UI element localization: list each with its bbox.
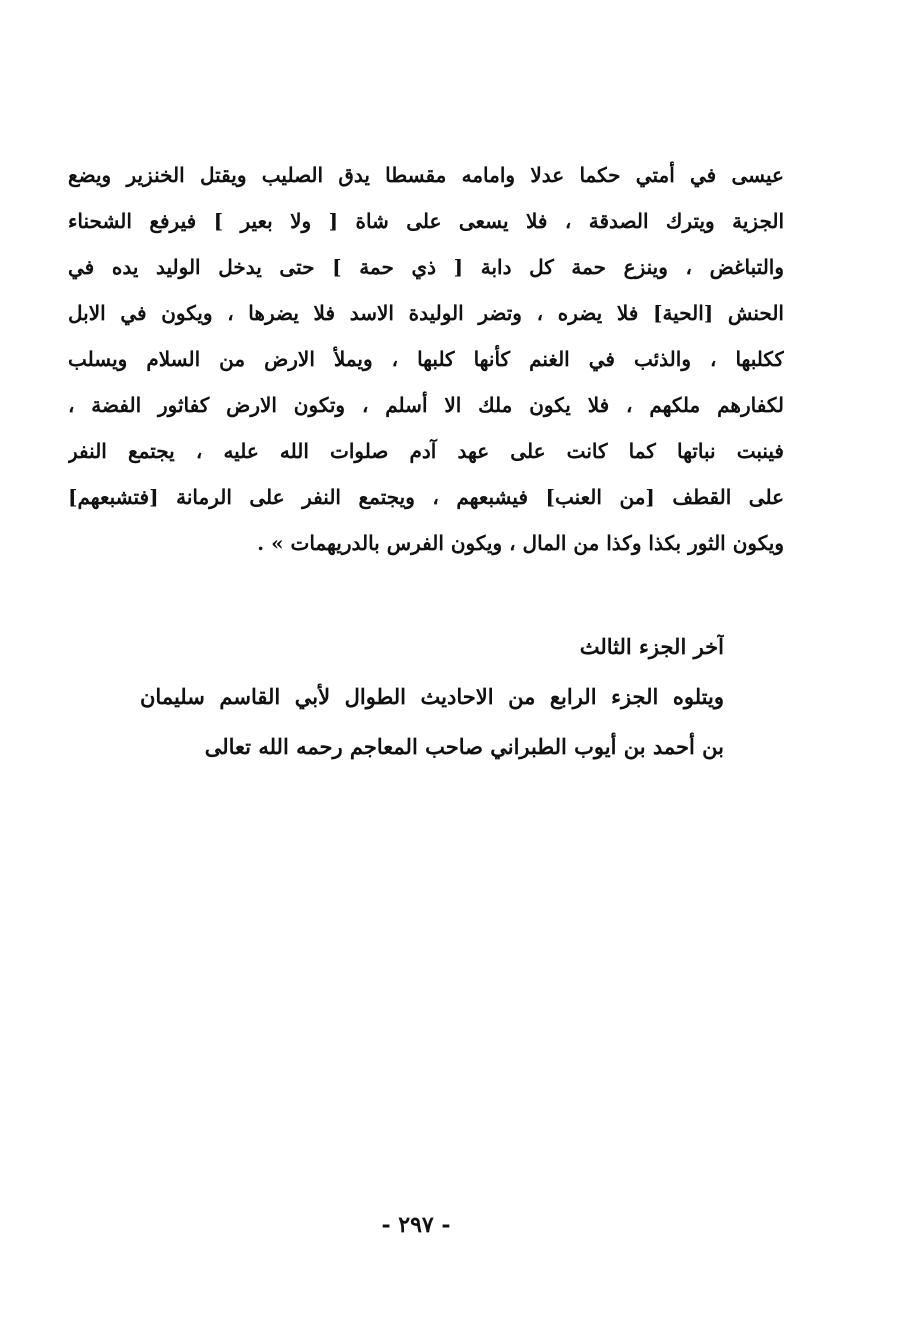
text-line-8: على القطف [من العنب] فيشبعهم ، ويجتمع النفر على الرمانة [فتشبعهم] xyxy=(68,485,784,509)
colophon-next-part: ويتلوه الجزء الرابع من الاحاديث الطوال لأبي القاسم سليمان xyxy=(140,684,724,709)
text-line-2: الجزية ويترك الصدقة ، فلا يسعى على شاة [ ولا بعير ] فيرفع الشحناء xyxy=(68,209,784,233)
page-number: - ٢٩٧ - xyxy=(381,1212,451,1238)
text-line-3: والتباغض ، وينزع حمة كل دابة [ ذي حمة ] حتى يدخل الوليد يده في xyxy=(68,255,784,279)
colophon-end-of-part: آخر الجزء الثالث xyxy=(579,634,724,659)
colophon xyxy=(140,622,724,772)
text-line-5: ككلبها ، والذئب في الغنم كأنها كلبها ، ويملأ الارض من السلام ويسلب xyxy=(68,347,784,371)
hadith-text xyxy=(68,152,784,566)
text-line-6: لكفارهم ملكهم ، فلا يكون ملك الا أسلم ، وتكون الارض كفاثور الفضة ، xyxy=(68,393,784,417)
text-line-7: فينبت نباتها كما كانت على عهد آدم صلوات الله عليه ، يجتمع النفر xyxy=(68,439,784,463)
text-line-4: الحنش [الحية] فلا يضره ، وتضر الوليدة الاسد فلا يضرها ، ويكون في الابل xyxy=(68,301,784,325)
colophon-author: بن أحمد بن أيوب الطبراني صاحب المعاجم رحمه الله تعالى xyxy=(204,734,724,759)
text-line-1: عيسى في أمتي حكما عدلا وامامه مقسطا يدق الصليب ويقتل الخنزير ويضع xyxy=(68,163,784,187)
text-line-9: ويكون الثور بكذا وكذا من المال ، ويكون الفرس بالدريهمات » . xyxy=(257,531,784,555)
